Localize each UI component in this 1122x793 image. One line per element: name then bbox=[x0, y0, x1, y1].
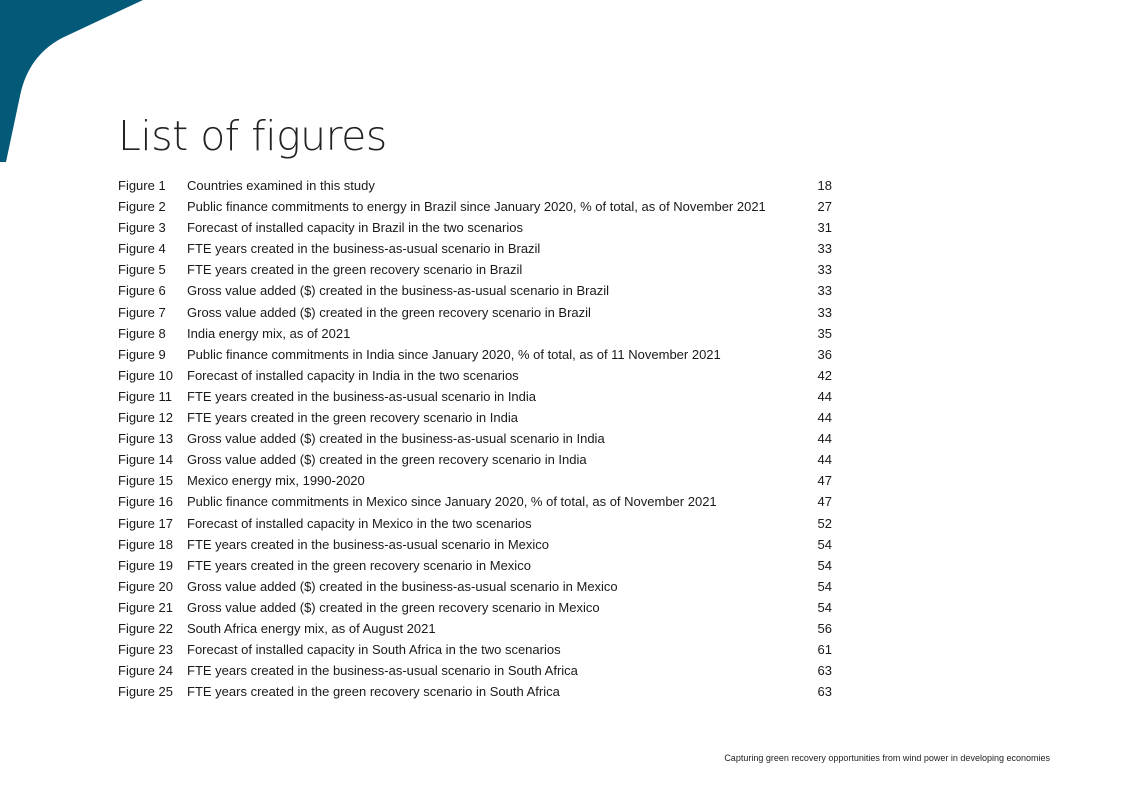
figure-caption: FTE years created in the business-as-usual scenario in India bbox=[187, 388, 537, 404]
figure-caption: FTE years created in the green recovery scenario in Brazil bbox=[187, 262, 523, 278]
figure-label: Figure 11 bbox=[118, 388, 172, 404]
figure-caption: Gross value added ($) created in the green recovery scenario in Brazil bbox=[187, 304, 591, 320]
figure-page-number: 56 bbox=[817, 620, 832, 636]
figure-caption: Gross value added ($) created in the business-as-usual scenario in Mexico bbox=[187, 578, 618, 594]
figure-page-number: 52 bbox=[817, 515, 832, 531]
figure-entry[interactable] bbox=[118, 217, 832, 238]
figure-caption: Gross value added ($) created in the green recovery scenario in Mexico bbox=[187, 599, 600, 615]
figure-page-number: 44 bbox=[817, 431, 832, 447]
figure-label: Figure 4 bbox=[118, 241, 166, 257]
figure-entry[interactable] bbox=[118, 449, 832, 470]
figure-label: Figure 24 bbox=[118, 663, 173, 679]
figure-caption: FTE years created in the green recovery scenario in India bbox=[187, 410, 518, 426]
figure-caption: Gross value added ($) created in the business-as-usual scenario in Brazil bbox=[187, 283, 609, 299]
figure-page-number: 27 bbox=[817, 199, 832, 215]
figure-list bbox=[118, 175, 832, 702]
figure-entry[interactable] bbox=[118, 344, 832, 365]
figure-page-number: 31 bbox=[817, 220, 832, 236]
figure-page-number: 44 bbox=[817, 452, 832, 468]
figure-entry[interactable] bbox=[118, 407, 832, 428]
figure-page-number: 35 bbox=[817, 325, 832, 341]
figure-page-number: 33 bbox=[817, 241, 832, 257]
figure-label: Figure 14 bbox=[118, 452, 173, 468]
footer-text: Capturing green recovery opportunities from wind power in developing economies bbox=[724, 753, 1050, 763]
figure-caption: Gross value added ($) created in the green recovery scenario in India bbox=[187, 452, 587, 468]
figure-page-number: 42 bbox=[817, 367, 832, 383]
figure-label: Figure 2 bbox=[118, 199, 166, 215]
figure-caption: FTE years created in the business-as-usual scenario in Brazil bbox=[187, 241, 541, 257]
figure-label: Figure 8 bbox=[118, 325, 166, 341]
figure-label: Figure 1 bbox=[118, 178, 166, 193]
figure-label: Figure 17 bbox=[118, 515, 173, 531]
figure-entry[interactable] bbox=[118, 470, 832, 491]
figure-entry[interactable] bbox=[118, 259, 832, 280]
figure-page-number: 33 bbox=[817, 283, 832, 299]
figure-entry[interactable] bbox=[118, 323, 832, 344]
figure-caption: Forecast of installed capacity in Mexico in the two scenarios bbox=[187, 515, 532, 531]
figure-label: Figure 13 bbox=[118, 431, 173, 447]
figure-page-number: 63 bbox=[817, 684, 832, 700]
figure-page-number: 44 bbox=[817, 388, 832, 404]
figure-page-number: 18 bbox=[817, 178, 832, 193]
figure-page-number: 54 bbox=[817, 557, 832, 573]
figure-entry[interactable] bbox=[118, 555, 832, 576]
figure-caption: Forecast of installed capacity in India in the two scenarios bbox=[187, 367, 519, 383]
figure-caption: FTE years created in the green recovery scenario in South Africa bbox=[187, 684, 560, 700]
figure-label: Figure 20 bbox=[118, 578, 173, 594]
figure-label: Figure 16 bbox=[118, 494, 173, 510]
figure-caption: Forecast of installed capacity in South Africa in the two scenarios bbox=[187, 642, 561, 658]
figure-page-number: 54 bbox=[817, 599, 832, 615]
figure-page-number: 36 bbox=[817, 346, 832, 362]
figure-entry[interactable] bbox=[118, 280, 832, 301]
figure-label: Figure 21 bbox=[118, 599, 173, 615]
figure-caption: FTE years created in the business-as-usual scenario in Mexico bbox=[187, 536, 549, 552]
figure-page-number: 54 bbox=[817, 536, 832, 552]
figure-entry[interactable] bbox=[118, 386, 832, 407]
figure-page-number: 63 bbox=[817, 663, 832, 679]
figure-caption: Mexico energy mix, 1990-2020 bbox=[187, 473, 365, 489]
page-title: List of figures bbox=[118, 112, 387, 160]
figure-page-number: 33 bbox=[817, 304, 832, 320]
figure-caption: Forecast of installed capacity in Brazil in the two scenarios bbox=[187, 220, 523, 236]
figure-page-number: 47 bbox=[817, 494, 832, 510]
figure-label: Figure 6 bbox=[118, 283, 166, 299]
figure-page-number: 54 bbox=[817, 578, 832, 594]
figure-label: Figure 12 bbox=[118, 410, 173, 426]
figure-caption: India energy mix, as of 2021 bbox=[187, 325, 351, 341]
figure-entry[interactable] bbox=[118, 175, 832, 196]
figure-label: Figure 5 bbox=[118, 262, 166, 278]
figure-caption: Gross value added ($) created in the business-as-usual scenario in India bbox=[187, 431, 605, 447]
figure-entry[interactable] bbox=[118, 238, 832, 259]
figure-caption: FTE years created in the business-as-usual scenario in South Africa bbox=[187, 663, 578, 679]
figure-caption: Countries examined in this study bbox=[187, 178, 375, 193]
figure-page-number: 33 bbox=[817, 262, 832, 278]
figure-label: Figure 19 bbox=[118, 557, 173, 573]
figure-label: Figure 10 bbox=[118, 367, 173, 383]
figure-entry[interactable] bbox=[118, 639, 832, 660]
figure-caption: Public finance commitments to energy in Brazil since January 2020, % of total, as of November 2021 bbox=[187, 199, 766, 215]
figure-label: Figure 7 bbox=[118, 304, 166, 320]
figure-label: Figure 9 bbox=[118, 346, 166, 362]
figure-label: Figure 18 bbox=[118, 536, 173, 552]
figure-entry[interactable] bbox=[118, 660, 832, 681]
figure-label: Figure 25 bbox=[118, 684, 173, 700]
figure-label: Figure 22 bbox=[118, 620, 173, 636]
figure-caption: FTE years created in the green recovery scenario in Mexico bbox=[187, 557, 531, 573]
figure-entry[interactable] bbox=[118, 618, 832, 639]
figure-entry[interactable] bbox=[118, 597, 832, 618]
figure-entry[interactable] bbox=[118, 302, 832, 323]
figure-label: Figure 3 bbox=[118, 220, 166, 236]
figure-page-number: 47 bbox=[817, 473, 832, 489]
figure-entry[interactable] bbox=[118, 491, 832, 512]
figure-caption: Public finance commitments in India since January 2020, % of total, as of 11 November 2021 bbox=[187, 346, 721, 362]
figure-page-number: 61 bbox=[817, 642, 832, 658]
figure-entry[interactable] bbox=[118, 681, 832, 702]
figure-entry[interactable] bbox=[118, 365, 832, 386]
figure-label: Figure 15 bbox=[118, 473, 173, 489]
figure-entry[interactable] bbox=[118, 196, 832, 217]
figure-label: Figure 23 bbox=[118, 642, 173, 658]
figure-page-number: 44 bbox=[817, 410, 832, 426]
figure-caption: South Africa energy mix, as of August 2021 bbox=[187, 620, 436, 636]
figure-entry[interactable] bbox=[118, 513, 832, 534]
figure-entry[interactable] bbox=[118, 428, 832, 449]
figure-caption: Public finance commitments in Mexico since January 2020, % of total, as of November 2021 bbox=[187, 494, 717, 510]
figure-entry[interactable] bbox=[118, 576, 832, 597]
figure-entry[interactable] bbox=[118, 534, 832, 555]
